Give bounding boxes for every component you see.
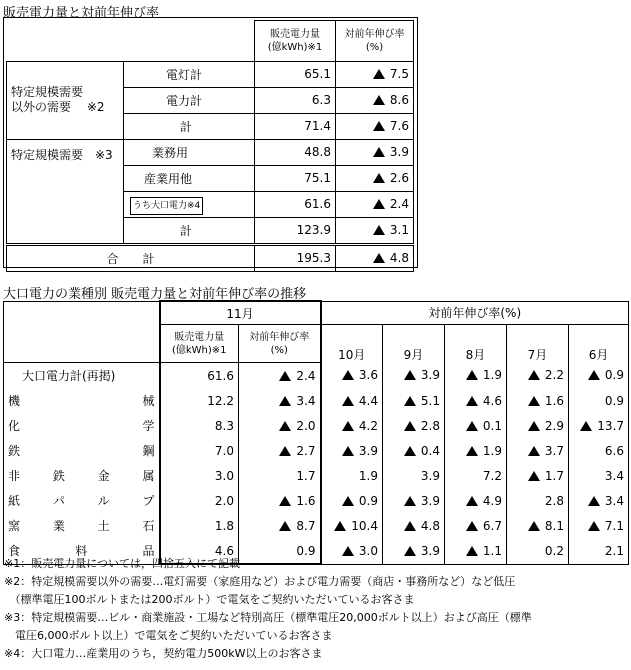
industry-rate: 3.4 [569, 488, 629, 513]
decrease-triangle-icon [373, 147, 385, 157]
decrease-triangle-icon [528, 421, 540, 431]
industry-rate: 3.4 [239, 388, 321, 413]
row-label: 計 [124, 113, 255, 139]
industry-rate: 10.4 [321, 513, 383, 538]
industry-rate: 1.7 [507, 463, 569, 488]
industry-rate: 1.9 [445, 363, 507, 389]
month-header: 9月 [383, 325, 445, 363]
industry-rate: 3.9 [383, 363, 445, 389]
col-rate-header: 対前年伸び率 (%) [239, 325, 321, 363]
industry-label-text: 化 学 [8, 419, 155, 433]
footnotes [4, 555, 532, 663]
industry-rate: 0.4 [383, 438, 445, 463]
industry-value: 2.0 [160, 488, 239, 513]
row-rate: 3.1 [336, 217, 414, 244]
table-row [4, 463, 629, 488]
decrease-triangle-icon [334, 521, 346, 531]
industry-rate: 0.1 [445, 413, 507, 438]
col-sales-header: 販売電力量 (億kWh)※1 [160, 325, 239, 363]
decrease-triangle-icon [279, 496, 291, 506]
industry-rate: 6.7 [445, 513, 507, 538]
industry-label [4, 388, 160, 413]
decrease-triangle-icon [404, 370, 416, 380]
row-label: 計 [124, 217, 255, 244]
decrease-triangle-icon [404, 421, 416, 431]
industry-rate: 1.6 [239, 488, 321, 513]
decrease-triangle-icon [404, 496, 416, 506]
footnote: ※1：販売電力量については，四捨五入にて記載 [4, 557, 240, 570]
nov-header: 11月 [160, 301, 321, 325]
decrease-triangle-icon [588, 496, 600, 506]
decrease-triangle-icon [466, 396, 478, 406]
decrease-triangle-icon [373, 69, 385, 79]
decrease-triangle-icon [279, 521, 291, 531]
rate-header: 対前年伸び率(%) [321, 301, 629, 325]
industry-value: 1.8 [160, 513, 239, 538]
row-label: 電灯計 [124, 61, 255, 87]
industry-rate: 5.1 [383, 388, 445, 413]
decrease-triangle-icon [466, 521, 478, 531]
industry-label [4, 463, 160, 488]
industry-value: 4.6 [160, 538, 239, 564]
industry-rate: 6.6 [569, 438, 629, 463]
industry-rate: 1.7 [239, 463, 321, 488]
decrease-triangle-icon [373, 121, 385, 131]
industry-rate: 0.9 [569, 363, 629, 389]
industry-rate: 3.7 [507, 438, 569, 463]
industry-value: 61.6 [160, 363, 239, 389]
industry-label [4, 438, 160, 463]
industry-rate: 3.6 [321, 363, 383, 389]
row-value: 71.4 [255, 113, 336, 139]
industry-rate: 3.9 [321, 438, 383, 463]
table-row [7, 139, 414, 165]
decrease-triangle-icon [588, 370, 600, 380]
section1-title: 販売電力量と対前年伸び率 [3, 6, 160, 21]
row-label: 産業用他 [124, 165, 255, 191]
industry-rate: 0.9 [321, 488, 383, 513]
industry-rate: 8.7 [239, 513, 321, 538]
industry-rate: 4.6 [445, 388, 507, 413]
month-header: 10月 [321, 325, 383, 363]
footnote: 電圧6,000ボルト以上）で電気をご契約いただいているお客さま [4, 629, 333, 642]
industry-rate: 1.9 [321, 463, 383, 488]
row-value: 61.6 [255, 191, 336, 217]
industry-rate: 2.2 [507, 363, 569, 389]
row-label: 業務用 [124, 139, 255, 165]
industry-value: 7.0 [160, 438, 239, 463]
decrease-triangle-icon [580, 421, 592, 431]
table-row [4, 388, 629, 413]
industry-rate: 8.1 [507, 513, 569, 538]
industry-label: 大口電力計(再掲) [4, 363, 160, 389]
industry-rate: 3.9 [383, 488, 445, 513]
table-row [4, 438, 629, 463]
industry-rate: 3.4 [569, 463, 629, 488]
row-value: 65.1 [255, 61, 336, 87]
sales-table [6, 20, 414, 272]
industry-rate: 2.9 [507, 413, 569, 438]
decrease-triangle-icon [342, 396, 354, 406]
footnote: ※3：特定規模需要…ビル・商業施設・工場など特別高圧（標準電圧20,000ボルト以上）および高圧（標準 [4, 611, 532, 624]
decrease-triangle-icon [528, 471, 540, 481]
industry-rate: 0.9 [569, 388, 629, 413]
decrease-triangle-icon [466, 370, 478, 380]
total-rate: 4.8 [336, 244, 414, 271]
decrease-triangle-icon [528, 521, 540, 531]
industry-rate: 0.2 [507, 538, 569, 564]
industry-rate: 3.0 [321, 538, 383, 564]
col-rate-header: 対前年伸び率 (%) [336, 21, 414, 62]
row-label: 電力計 [124, 87, 255, 113]
table-row [4, 488, 629, 513]
table-row [4, 413, 629, 438]
col-sales-header: 販売電力量 (億kWh)※1 [255, 21, 336, 62]
footnote: ※4：大口電力…産業用のうち，契約電力500kW以上のお客さま [4, 647, 323, 660]
decrease-triangle-icon [466, 421, 478, 431]
decrease-triangle-icon [342, 446, 354, 456]
row-rate: 2.6 [336, 165, 414, 191]
month-header: 7月 [507, 325, 569, 363]
decrease-triangle-icon [404, 446, 416, 456]
decrease-triangle-icon [373, 225, 385, 235]
row-rate: 3.9 [336, 139, 414, 165]
decrease-triangle-icon [404, 521, 416, 531]
month-header: 8月 [445, 325, 507, 363]
row-value: 48.8 [255, 139, 336, 165]
industry-label-text: 鉄 鋼 [8, 444, 155, 458]
industry-label-text: 窯 業 土 石 [8, 519, 155, 533]
industry-rate: 7.2 [445, 463, 507, 488]
industry-rate: 2.8 [383, 413, 445, 438]
decrease-triangle-icon [279, 396, 291, 406]
total-value: 195.3 [255, 244, 336, 271]
industry-rate: 2.1 [569, 538, 629, 564]
row-label: うち大口電力※4 [124, 191, 255, 217]
decrease-triangle-icon [342, 370, 354, 380]
industry-label [4, 413, 160, 438]
row-value: 6.3 [255, 87, 336, 113]
industry-value: 12.2 [160, 388, 239, 413]
group-specific-label: 特定規模需要 ※3 [7, 139, 124, 244]
industry-value: 3.0 [160, 463, 239, 488]
industry-rate: 1.9 [445, 438, 507, 463]
row-rate: 7.6 [336, 113, 414, 139]
industry-rate: 1.1 [445, 538, 507, 564]
decrease-triangle-icon [279, 421, 291, 431]
industry-label-text: 非 鉄 金 属 [8, 469, 155, 483]
decrease-triangle-icon [528, 370, 540, 380]
row-rate: 2.4 [336, 191, 414, 217]
industry-label-text: 紙 パ ル プ [8, 494, 155, 508]
industry-rate: 13.7 [569, 413, 629, 438]
industry-value: 8.3 [160, 413, 239, 438]
decrease-triangle-icon [528, 446, 540, 456]
industry-rate: 2.4 [239, 363, 321, 389]
industry-rate: 7.1 [569, 513, 629, 538]
group-other-label: 特定規模需要 以外の需要 ※2 [7, 61, 124, 139]
footnote: （標準電圧100ボルトまたは200ボルト）で電気をご契約いただいているお客さま [4, 593, 415, 606]
table-row [4, 363, 629, 389]
industry-rate: 2.0 [239, 413, 321, 438]
decrease-triangle-icon [342, 496, 354, 506]
row-rate: 7.5 [336, 61, 414, 87]
industry-rate: 2.7 [239, 438, 321, 463]
industry-rate: 4.2 [321, 413, 383, 438]
footnote: ※2：特定規模需要以外の需要…電灯需要（家庭用など）および電力需要（商店・事務所など）など低圧 [4, 575, 516, 588]
decrease-triangle-icon [373, 95, 385, 105]
month-header: 6月 [569, 325, 629, 363]
table-row [7, 61, 414, 87]
industry-rate: 0.9 [239, 538, 321, 564]
industry-label-text: 食 料 品 [8, 544, 155, 559]
industry-label [4, 488, 160, 513]
row-value: 123.9 [255, 217, 336, 244]
row-value: 75.1 [255, 165, 336, 191]
decrease-triangle-icon [466, 446, 478, 456]
section2-title: 大口電力の業種別 販売電力量と対前年伸び率の推移 [3, 287, 307, 302]
industry-rate: 1.6 [507, 388, 569, 413]
industry-rate: 4.9 [445, 488, 507, 513]
total-row [7, 244, 414, 271]
industry-label-text: 機 械 [8, 394, 155, 408]
total-label: 合 計 [7, 244, 255, 271]
industry-rate: 4.8 [383, 513, 445, 538]
row-rate: 8.6 [336, 87, 414, 113]
decrease-triangle-icon [279, 371, 291, 381]
decrease-triangle-icon [373, 199, 385, 209]
decrease-triangle-icon [373, 253, 385, 263]
decrease-triangle-icon [466, 496, 478, 506]
decrease-triangle-icon [528, 396, 540, 406]
decrease-triangle-icon [404, 396, 416, 406]
decrease-triangle-icon [588, 521, 600, 531]
industry-rate: 3.9 [383, 538, 445, 564]
industry-rate: 2.8 [507, 488, 569, 513]
table-row [4, 513, 629, 538]
decrease-triangle-icon [373, 173, 385, 183]
industry-label [4, 513, 160, 538]
industry-table [3, 300, 629, 565]
industry-rate: 3.9 [383, 463, 445, 488]
decrease-triangle-icon [279, 446, 291, 456]
industry-rate: 4.4 [321, 388, 383, 413]
decrease-triangle-icon [342, 421, 354, 431]
